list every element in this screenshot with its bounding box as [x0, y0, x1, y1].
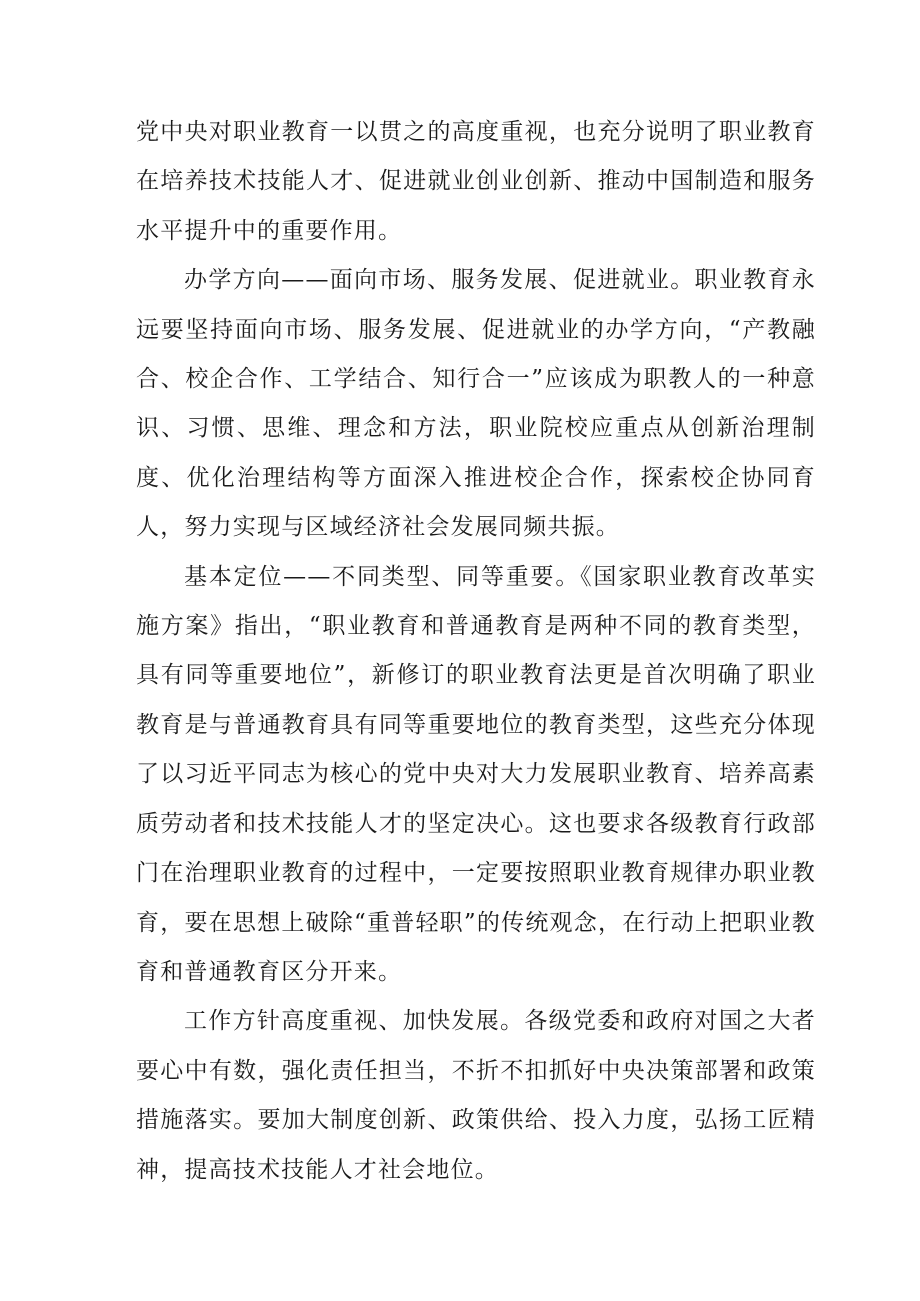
paragraph-basic-positioning: 基本定位——不同类型、同等重要。《国家职业教育改革实施方案》指出，“职业教育和普通教育是两种不同的教育类型，具有同等重要地位”，新修订的职业教育法更是首次明确了职业教育是与普通教育具有同等重要地位的教育类型，这些充分体现了以习近平同志为核心的党中央对大力发展职业教育、培养高素质劳动者和技术技能人才的坚定决心。这也要求各级教育行政部门在治理职业教育的过程中，一定要按照职业教育规律办职业教育，要在思想上破除“重普轻职”的传统观念，在行动上把职业教育和普通教育区分开来。 — [136, 563, 816, 985]
document-body — [136, 108, 816, 1195]
paragraph-school-direction: 办学方向——面向市场、服务发展、促进就业。职业教育永远要坚持面向市场、服务发展、促进就业的办学方向，“产教融合、校企合作、工学结合、知行合一”应该成为职教人的一种意识、习惯、思维、理念和方法，职业院校应重点从创新治理制度、优化治理结构等方面深入推进校企合作，探索校企协同育人，努力实现与区域经济社会发展同频共振。 — [136, 267, 816, 541]
paragraph-work-policy: 工作方针高度重视、加快发展。各级党委和政府对国之大者要心中有数，强化责任担当，不折不扣抓好中央决策部署和政策措施落实。要加大制度创新、政策供给、投入力度，弘扬工匠精神，提高技术技能人才社会地位。 — [136, 1008, 816, 1183]
paragraph-continuation: 党中央对职业教育一以贯之的高度重视，也充分说明了职业教育在培养技术技能人才、促进就业创业创新、推动中国制造和服务水平提升中的重要作用。 — [136, 119, 816, 244]
